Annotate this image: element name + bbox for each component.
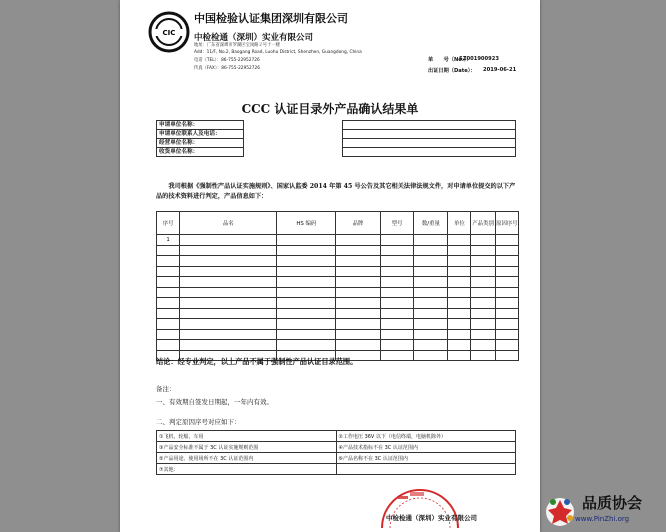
- table-row: [157, 256, 519, 267]
- company-name: 中国检验认证集团深圳有限公司: [194, 12, 348, 25]
- table-row: [157, 277, 519, 288]
- column-header: 序号: [157, 212, 180, 235]
- conclusion: 结论：经专业判定，以上产品不属于强制性产品认证目录范围。: [156, 357, 358, 366]
- column-header: 品名: [180, 212, 277, 235]
- column-header: 原因序号: [495, 212, 518, 235]
- table-row: [157, 245, 519, 256]
- reason-2: ②工作电压 36V 以下（电信终端，电脑机除外）: [336, 431, 516, 442]
- row-index: 1: [157, 235, 180, 246]
- document-page: [120, 0, 540, 532]
- table-row: [157, 308, 519, 319]
- footer-company: 中检检通（深圳）实业有限公司: [386, 514, 477, 522]
- address-cn: 地址：广东省深圳市罗湖区宝岗路２号十一楼: [194, 43, 280, 48]
- tel: 电话（TEL）：86-755-22952726: [194, 58, 260, 63]
- watermark-title: 品质协会: [582, 494, 643, 512]
- product-table: [156, 211, 519, 361]
- info-label: 申请单位联系人及电话：: [157, 130, 244, 139]
- column-header: 品牌: [336, 212, 380, 235]
- reason-empty: [336, 464, 516, 475]
- reason-6: ⑥产品名称不在 3C 认证范围内: [336, 453, 516, 464]
- fax: 传真（FAX）：86-755-22952726: [194, 66, 260, 71]
- table-row: [157, 287, 519, 298]
- table-row: [157, 235, 519, 246]
- reason-1: ①飞机、轮船、车用: [157, 431, 337, 442]
- reason-4: ④产品技术指标不在 3C 认证范围内: [336, 442, 516, 453]
- cic-logo-icon: [148, 11, 190, 53]
- date-value: 2019-06-21: [483, 67, 517, 73]
- info-label: 经营单位名称：: [157, 139, 244, 148]
- table-row: [157, 319, 519, 330]
- date-label: 出证日期（Date）：: [428, 68, 476, 74]
- remarks-item-2: 二、判定原因序号对应如下：: [156, 418, 241, 426]
- column-header: 产品类别: [471, 212, 495, 235]
- number-label: 单 号（No.）：: [428, 57, 472, 63]
- watermark-url[interactable]: www.PinZhi.org: [575, 515, 630, 523]
- document-title: CCC 认证目录外产品确认结果单: [241, 102, 419, 116]
- reason-7: ⑦其他：: [157, 464, 337, 475]
- address-en: Add：11/F, No.2, Baogang Road, Luohu District, Shenzhen, Guangdong, China: [194, 50, 362, 55]
- reasons-table: [156, 430, 516, 475]
- column-header: 数/重量: [414, 212, 448, 235]
- reason-5: ⑤产品用途、使用场所不在 3C 认证范围内: [157, 453, 337, 464]
- intro-paragraph: 我司根据《强制性产品认证实施规则》、国家认监委 2014 年第 45 号公告及其它相关法律法规文件，对申请单位提交的以下产品的技术资料进行判定，产品信息如下：: [156, 183, 516, 200]
- column-header: 单位: [448, 212, 471, 235]
- number-value: SZ001900923: [459, 56, 499, 62]
- table-row: [157, 266, 519, 277]
- info-label: 收货单位名称：: [157, 148, 244, 157]
- info-label: 申请单位名称：: [157, 121, 244, 130]
- table-row: [157, 298, 519, 309]
- company-subname: 中检检通（深圳）实业有限公司: [194, 33, 314, 43]
- table-row: [157, 329, 519, 340]
- table-row: [157, 340, 519, 351]
- remarks-label: 备注：: [156, 385, 176, 393]
- column-header: 型号: [380, 212, 414, 235]
- applicant-info-table: [156, 120, 516, 157]
- reason-3: ③产品安全标准不属于 3C 认证实施规则范围: [157, 442, 337, 453]
- remarks-item-1: 一、有效期自签发日期起，一年内有效。: [156, 398, 273, 406]
- column-header: HS 编码: [277, 212, 336, 235]
- svg-text:CIC: CIC: [162, 29, 176, 37]
